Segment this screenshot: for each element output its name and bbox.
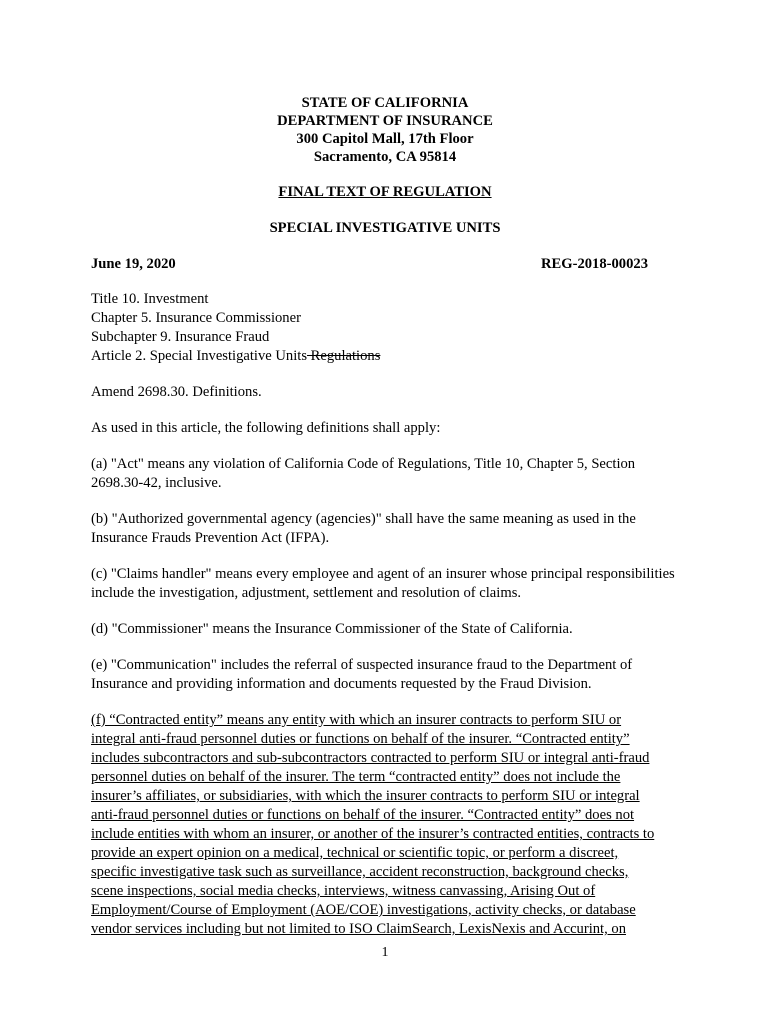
document-subtitle: SPECIAL INVESTIGATIVE UNITS [269, 220, 501, 236]
definition-c: (c) "Claims handler" means every employee and agent of an insurer whose principal responsibilities include the investigation, adjustment, settlement and resolution of claims. [91, 566, 675, 601]
hierarchy-chapter: Chapter 5. Insurance Commissioner [91, 310, 301, 326]
amend-line: Amend 2698.30. Definitions. [91, 384, 262, 400]
definition-f-line: vendor services including but not limited to ISO ClaimSearch, LexisNexis and Accurint, on [91, 921, 627, 937]
reg-number: REG-2018-00023 [540, 256, 648, 272]
definition-a: (a) "Act" means any violation of California Code of Regulations, Title 10, Chapter 5, Section 2698.30-42, inclusive. [91, 456, 636, 491]
header-address: 300 Capitol Mall, 17th Floor [296, 131, 474, 147]
definition-e: (e) "Communication" includes the referral of suspected insurance fraud to the Department of Insurance and providing information and documents requested by the Fraud Division. [91, 657, 633, 692]
definition-f-line: include entities with whom an insurer, or another of the insurer’s contracted entities, contracts to [91, 826, 655, 842]
definition-f-line: (f) “Contracted entity” means any entity with which an insurer contracts to perform SIU or [91, 712, 622, 728]
definition-f-line: specific investigative task such as surveillance, accident reconstruction, background checks, [91, 864, 629, 880]
definition-b: (b) "Authorized governmental agency (agencies)" shall have the same meaning as used in the Insurance Frauds Prevention Act (IFPA). [91, 511, 636, 546]
header-city: Sacramento, CA 95814 [313, 149, 457, 165]
hierarchy-title: Title 10. Investment [91, 291, 209, 307]
document-title: FINAL TEXT OF REGULATION [278, 184, 492, 200]
definition-f-line: anti-fraud personnel duties or functions on behalf of the insurer. “Contracted entity” does not [91, 807, 635, 823]
hierarchy-block [91, 290, 683, 366]
hierarchy-article: Article 2. Special Investigative Units [91, 348, 308, 364]
definition-f-line: includes subcontractors and sub-subcontractors contracted to perform SIU or integral anti-fraud [91, 750, 650, 766]
definition-d: (d) "Commissioner" means the Insurance Commissioner of the State of California. [91, 621, 573, 637]
definition-f-line: insurer’s affiliates, or subsidiaries, with which the insurer contracts to perform SIU or integral [91, 788, 640, 804]
definition-f-line: personnel duties on behalf of the insurer. The term “contracted entity” does not include the [91, 769, 621, 785]
page-number: 1 [381, 945, 389, 960]
definition-f-line: Employment/Course of Employment (AOE/COE) investigations, activity checks, or database [91, 902, 636, 918]
definition-f [91, 711, 683, 939]
document-date: June 19, 2020 [91, 256, 176, 272]
header-state: STATE OF CALIFORNIA [301, 95, 469, 111]
definition-f-line: scene inspections, social media checks, interviews, witness canvassing, Arising Out of [91, 883, 596, 899]
header-department: DEPARTMENT OF INSURANCE [277, 113, 493, 129]
definition-f-line: integral anti-fraud personnel duties or functions on behalf of the insurer. “Contracted entity” [91, 731, 630, 747]
agency-header [0, 94, 770, 166]
hierarchy-article-deleted: Regulations [307, 348, 381, 364]
hierarchy-subchapter: Subchapter 9. Insurance Fraud [91, 329, 270, 345]
date-reg-row [91, 255, 648, 273]
regulation-body [91, 290, 683, 956]
intro-line: As used in this article, the following definitions shall apply: [91, 420, 441, 436]
definition-f-line: provide an expert opinion on a medical, technical or scientific topic, or perform a discreet, [91, 845, 619, 861]
